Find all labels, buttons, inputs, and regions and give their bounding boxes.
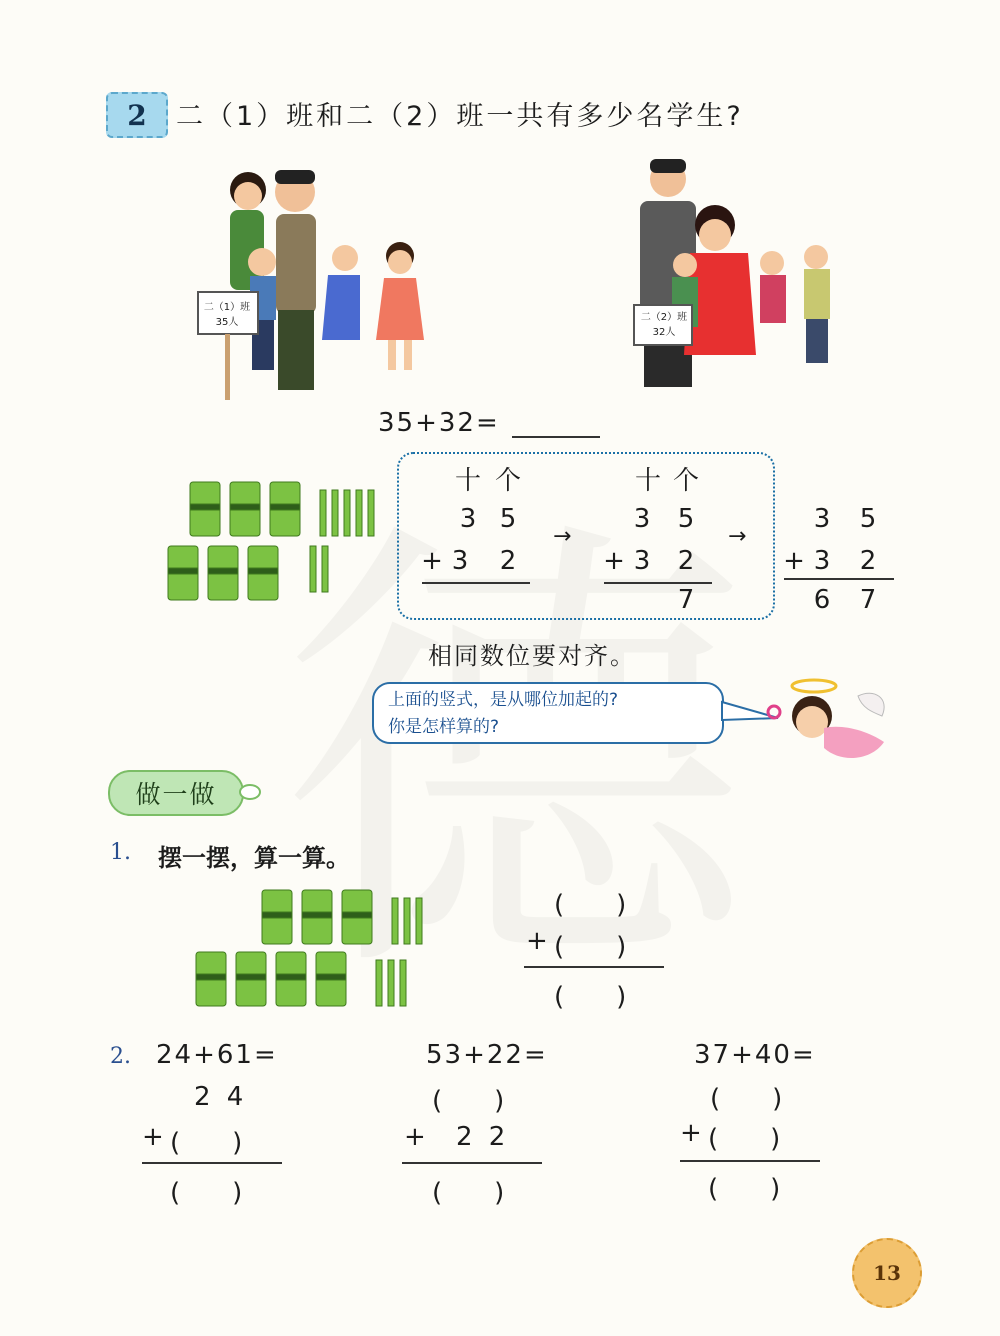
sign-class-2-name: 二（2）班 [640,312,688,323]
step1-addend1-tens: 3 [459,504,477,534]
step3-result-ones: 7 [859,585,877,615]
step3-addend1-tens: 3 [813,504,831,534]
problem-question: 二（1）班和二（2）班一共有多少名学生? [176,101,744,132]
exercise1-result-blank[interactable]: ( ) [554,982,627,1012]
ex2-p3-equation: 37+40= [694,1040,816,1070]
step2-addend1-tens: 3 [633,504,651,534]
ex2-p3-result[interactable]: ( ) [708,1174,781,1204]
step1-rule [422,582,530,584]
step3-addend2-tens: 3 [813,546,831,576]
ex2-p3-operator: + [680,1118,702,1148]
step2-addend2-tens: 3 [633,546,651,576]
sign-class-1 [199,300,255,330]
exercise1-rule [524,966,664,968]
ex2-p1-rule [142,1162,282,1164]
sign-class-1-count: 35人 [215,317,239,328]
step3-rule [784,578,894,580]
stick-bundles-35 [160,476,390,606]
ex2-p1-row1: 2 4 [194,1082,248,1112]
stick-bundles-exercise1 [186,884,436,1012]
bundle-icon [262,890,292,944]
illustration-class-2 [620,155,845,400]
bundle-icon [276,952,306,1006]
ones-header: 个 [494,466,521,496]
ex2-p2-rule [402,1162,542,1164]
sign-class-2-count: 32人 [652,327,676,338]
step3-operator: + [783,546,805,576]
step3-addend2-ones: 2 [859,546,877,576]
ex2-p3-row1[interactable]: ( ) [710,1084,783,1114]
illustration-girl [370,240,430,380]
sign-class-1-name: 二（1）班 [203,302,251,313]
angel-mascot-icon [762,668,902,768]
bundle-icon [168,546,198,600]
tens-header-2: 十 [634,466,661,496]
do-it-tag: 做一做 [108,770,244,816]
bundle-icon [196,952,226,1006]
sign-class-2 [636,310,692,340]
ex2-p2-row2: 2 2 [456,1122,510,1152]
step3-result-tens: 6 [813,585,831,615]
exercise1-top-blank[interactable]: ( ) [554,890,627,920]
bundle-icon [270,482,300,536]
page-number: 13 [852,1238,922,1308]
step2-result-ones: 7 [677,585,695,615]
exercise1-operator: + [526,926,548,956]
ex2-p1-operator: + [142,1122,164,1152]
step1-operator: + [421,546,443,576]
illustration-class-1 [190,160,360,405]
ex2-p2-operator: + [404,1122,426,1152]
step1-addend2-tens: 3 [451,546,469,576]
ex2-p2-equation: 53+22= [426,1040,548,1070]
exercise1-text: 摆一摆，算一算。 [158,844,350,872]
step2-rule [604,582,712,584]
ex2-p2-row1[interactable]: ( ) [432,1086,505,1116]
bundle-icon [342,890,372,944]
ex2-p2-result[interactable]: ( ) [432,1178,505,1208]
ex2-p3-rule [680,1160,820,1162]
step2-operator: + [603,546,625,576]
step3-addend1-ones: 5 [859,504,877,534]
align-note: 相同数位要对齐。 [428,642,636,670]
ones-header-2: 个 [672,466,699,496]
step2-addend2-ones: 2 [677,546,695,576]
speech-bubble [372,682,724,744]
bundle-icon [302,890,332,944]
step1-addend1-ones: 5 [499,504,517,534]
step2-addend1-ones: 5 [677,504,695,534]
bundle-icon [230,482,260,536]
ex2-p3-row2[interactable]: ( ) [708,1124,781,1154]
tens-header: 十 [454,466,481,496]
ex2-p1-row2[interactable]: ( ) [170,1128,243,1158]
problem-number-badge: 2 [106,92,168,138]
ex2-p1-result[interactable]: ( ) [170,1178,243,1208]
step1-addend2-ones: 2 [499,546,517,576]
answer-blank[interactable] [512,436,600,438]
bundle-icon [236,952,266,1006]
main-equation: 35+32= [378,408,500,438]
exercise1-number: 1. [110,840,131,865]
ex2-p1-equation: 24+61= [156,1040,278,1070]
bundle-icon [316,952,346,1006]
bundle-icon [190,482,220,536]
bundle-icon [248,546,278,600]
bubble-line-1: 上面的竖式，是从哪位加起的? [388,690,619,710]
arrow-icon: → [553,524,572,549]
exercise1-mid-blank[interactable]: ( ) [554,932,627,962]
tag-hole-icon [238,782,264,802]
exercise2-number: 2. [110,1044,131,1069]
bundle-icon [208,546,238,600]
arrow-icon: → [728,524,747,549]
bubble-line-2: 你是怎样算的? [388,717,500,737]
